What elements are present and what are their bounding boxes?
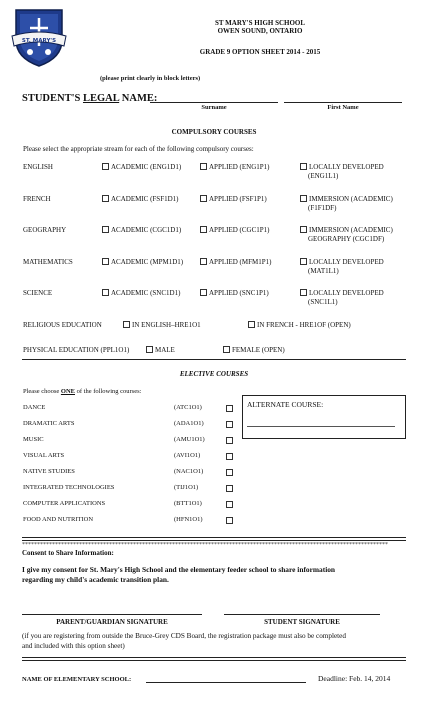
option-third-code: (MAT1L1) bbox=[308, 267, 339, 275]
option-third[interactable]: IMMERSION (ACADEMIC) bbox=[300, 226, 393, 234]
sheet-title: GRADE 9 OPTION SHEET 2014 - 2015 bbox=[199, 48, 321, 56]
physical-label: PHYSICAL EDUCATION (PPL1O1) bbox=[23, 346, 130, 354]
section-divider bbox=[22, 537, 406, 538]
school-name: ST MARY'S HIGH SCHOOL bbox=[214, 19, 306, 27]
course-subject: FRENCH bbox=[23, 195, 51, 203]
checkbox-icon[interactable] bbox=[102, 226, 109, 233]
elective-course-code: (ADA1O1) bbox=[174, 420, 204, 427]
option-academic[interactable]: ACADEMIC (FSF1D1) bbox=[102, 195, 178, 203]
elective-course-name: DRAMATIC ARTS bbox=[23, 420, 75, 427]
checkbox-icon[interactable] bbox=[300, 258, 307, 265]
elective-course-name: NATIVE STUDIES bbox=[23, 468, 75, 475]
option-third-code: (F1F1DF) bbox=[308, 204, 337, 212]
checkbox-icon[interactable] bbox=[300, 195, 307, 202]
section-divider bbox=[22, 657, 406, 658]
elective-course-code: (BTT1O1) bbox=[174, 500, 202, 507]
parent-signature-line[interactable] bbox=[22, 614, 202, 615]
option-third[interactable]: LOCALLY DEVELOPED bbox=[300, 258, 384, 266]
option-academic[interactable]: ACADEMIC (CGC1D1) bbox=[102, 226, 181, 234]
section-divider bbox=[22, 660, 406, 661]
student-signature-line[interactable] bbox=[224, 614, 380, 615]
elective-course-code: (HFN1O1) bbox=[174, 516, 203, 523]
checkbox-icon[interactable] bbox=[300, 289, 307, 296]
elective-course-code: (AVI1O1) bbox=[174, 452, 201, 459]
checkbox-icon[interactable] bbox=[226, 517, 233, 524]
elective-course-name: DANCE bbox=[23, 404, 46, 411]
checkbox-icon[interactable] bbox=[248, 321, 255, 328]
compulsory-instruction: Please select the appropriate stream for each of the following compulsory courses: bbox=[23, 145, 254, 153]
elementary-school-line[interactable] bbox=[146, 682, 306, 683]
religious-french-option[interactable]: IN FRENCH - HRE1OF (OPEN) bbox=[248, 321, 351, 329]
checkbox-icon[interactable] bbox=[226, 437, 233, 444]
checkbox-icon[interactable] bbox=[102, 258, 109, 265]
option-applied[interactable]: APPLIED (CGC1P1) bbox=[200, 226, 269, 234]
checkbox-icon[interactable] bbox=[300, 163, 307, 170]
checkbox-icon[interactable] bbox=[226, 421, 233, 428]
checkbox-icon[interactable] bbox=[226, 453, 233, 460]
checkbox-icon[interactable] bbox=[300, 226, 307, 233]
religious-english-option[interactable]: IN ENGLISH–HRE1O1 bbox=[123, 321, 201, 329]
checkbox-icon[interactable] bbox=[200, 258, 207, 265]
section-divider bbox=[22, 540, 406, 541]
section-divider bbox=[22, 359, 406, 360]
checkbox-icon[interactable] bbox=[223, 346, 230, 353]
consent-text-line1: I give my consent for St. Mary's High School and the elementary feeder school to share information bbox=[22, 565, 336, 574]
option-academic[interactable]: ACADEMIC (SNC1D1) bbox=[102, 289, 180, 297]
student-legal-name-label: STUDENT'S LEGAL NAME: bbox=[22, 93, 158, 104]
elective-heading: ELECTIVE COURSES bbox=[179, 370, 249, 378]
elective-course-code: (AMU1O1) bbox=[174, 436, 205, 443]
option-academic[interactable]: ACADEMIC (MPM1D1) bbox=[102, 258, 183, 266]
course-subject: GEOGRAPHY bbox=[23, 226, 67, 234]
option-third[interactable]: LOCALLY DEVELOPED bbox=[300, 163, 384, 171]
alternate-course-line[interactable] bbox=[247, 426, 395, 427]
consent-text-line2: regarding my child's academic transition plan. bbox=[22, 575, 169, 584]
option-third-code: (SNC1L1) bbox=[308, 298, 338, 306]
elective-course-code: (ATC1O1) bbox=[174, 404, 202, 411]
option-academic[interactable]: ACADEMIC (ENG1D1) bbox=[102, 163, 181, 171]
print-note: (please print clearly in block letters) bbox=[100, 75, 201, 82]
elective-course-code: (TIJ1O1) bbox=[174, 484, 199, 491]
school-crest-logo bbox=[8, 6, 70, 70]
parent-signature-label: PARENT/GUARDIAN SIGNATURE bbox=[56, 618, 168, 626]
elective-course-code: (NAC1O1) bbox=[174, 468, 204, 475]
checkbox-icon[interactable] bbox=[226, 501, 233, 508]
first-name-label: First Name bbox=[327, 104, 359, 111]
course-subject: ENGLISH bbox=[23, 163, 53, 171]
checkbox-icon[interactable] bbox=[200, 195, 207, 202]
elective-course-name: COMPUTER APPLICATIONS bbox=[23, 500, 106, 507]
registration-note-line2: and included with this option sheet) bbox=[22, 642, 125, 650]
alternate-course-box[interactable] bbox=[242, 395, 406, 439]
option-third[interactable]: IMMERSION (ACADEMIC) bbox=[300, 195, 393, 203]
compulsory-heading: COMPULSORY COURSES bbox=[171, 128, 257, 136]
option-third-code: (ENG1L1) bbox=[308, 172, 339, 180]
checkbox-icon[interactable] bbox=[102, 163, 109, 170]
course-subject: MATHEMATICS bbox=[23, 258, 73, 266]
option-applied[interactable]: APPLIED (FSF1P1) bbox=[200, 195, 267, 203]
alternate-course-label: ALTERNATE COURSE: bbox=[247, 400, 324, 409]
deadline-text: Deadline: Feb. 14, 2014 bbox=[318, 674, 391, 683]
surname-line[interactable] bbox=[150, 102, 278, 103]
option-applied[interactable]: APPLIED (ENG1P1) bbox=[200, 163, 269, 171]
student-signature-label: STUDENT SIGNATURE bbox=[264, 618, 340, 626]
elective-course-name: INTEGRATED TECHNOLOGIES bbox=[23, 484, 115, 491]
course-subject: SCIENCE bbox=[23, 289, 53, 297]
crest-banner-text: ST. MARY'S bbox=[21, 38, 57, 44]
registration-note-line1: (if you are registering from outside the Bruce-Grey CDS Board, the registration package must also be completed bbox=[22, 632, 346, 640]
checkbox-icon[interactable] bbox=[226, 469, 233, 476]
option-third-code: GEOGRAPHY (CGC1DF) bbox=[308, 235, 385, 243]
checkbox-icon[interactable] bbox=[200, 226, 207, 233]
checkbox-icon[interactable] bbox=[226, 405, 233, 412]
checkbox-icon[interactable] bbox=[102, 195, 109, 202]
option-applied[interactable]: APPLIED (SNC1P1) bbox=[200, 289, 269, 297]
physical-female-option[interactable]: FEMALE (OPEN) bbox=[223, 346, 285, 354]
checkbox-icon[interactable] bbox=[123, 321, 130, 328]
elementary-school-label: NAME OF ELEMENTARY SCHOOL: bbox=[22, 676, 132, 683]
checkbox-icon[interactable] bbox=[102, 289, 109, 296]
consent-heading: Consent to Share Information: bbox=[22, 549, 114, 557]
checkbox-icon[interactable] bbox=[200, 289, 207, 296]
elective-instruction: Please choose ONE of the following courses: bbox=[23, 388, 142, 395]
checkbox-icon[interactable] bbox=[146, 346, 153, 353]
option-applied[interactable]: APPLIED (MFM1P1) bbox=[200, 258, 271, 266]
religious-label: RELIGIOUS EDUCATION bbox=[23, 321, 102, 329]
checkbox-icon[interactable] bbox=[226, 485, 233, 492]
surname-label: Surname bbox=[201, 104, 227, 111]
elective-course-name: VISUAL ARTS bbox=[23, 452, 65, 459]
elective-course-name: MUSIC bbox=[23, 436, 44, 443]
school-location: OWEN SOUND, ONTARIO bbox=[217, 27, 303, 35]
first-name-line[interactable] bbox=[284, 102, 402, 103]
physical-male-option[interactable]: MALE bbox=[146, 346, 175, 354]
elective-course-name: FOOD AND NUTRITION bbox=[23, 516, 94, 523]
stars-divider: ************************************************************************************************************************** bbox=[22, 542, 388, 548]
checkbox-icon[interactable] bbox=[200, 163, 207, 170]
option-third[interactable]: LOCALLY DEVELOPED bbox=[300, 289, 384, 297]
